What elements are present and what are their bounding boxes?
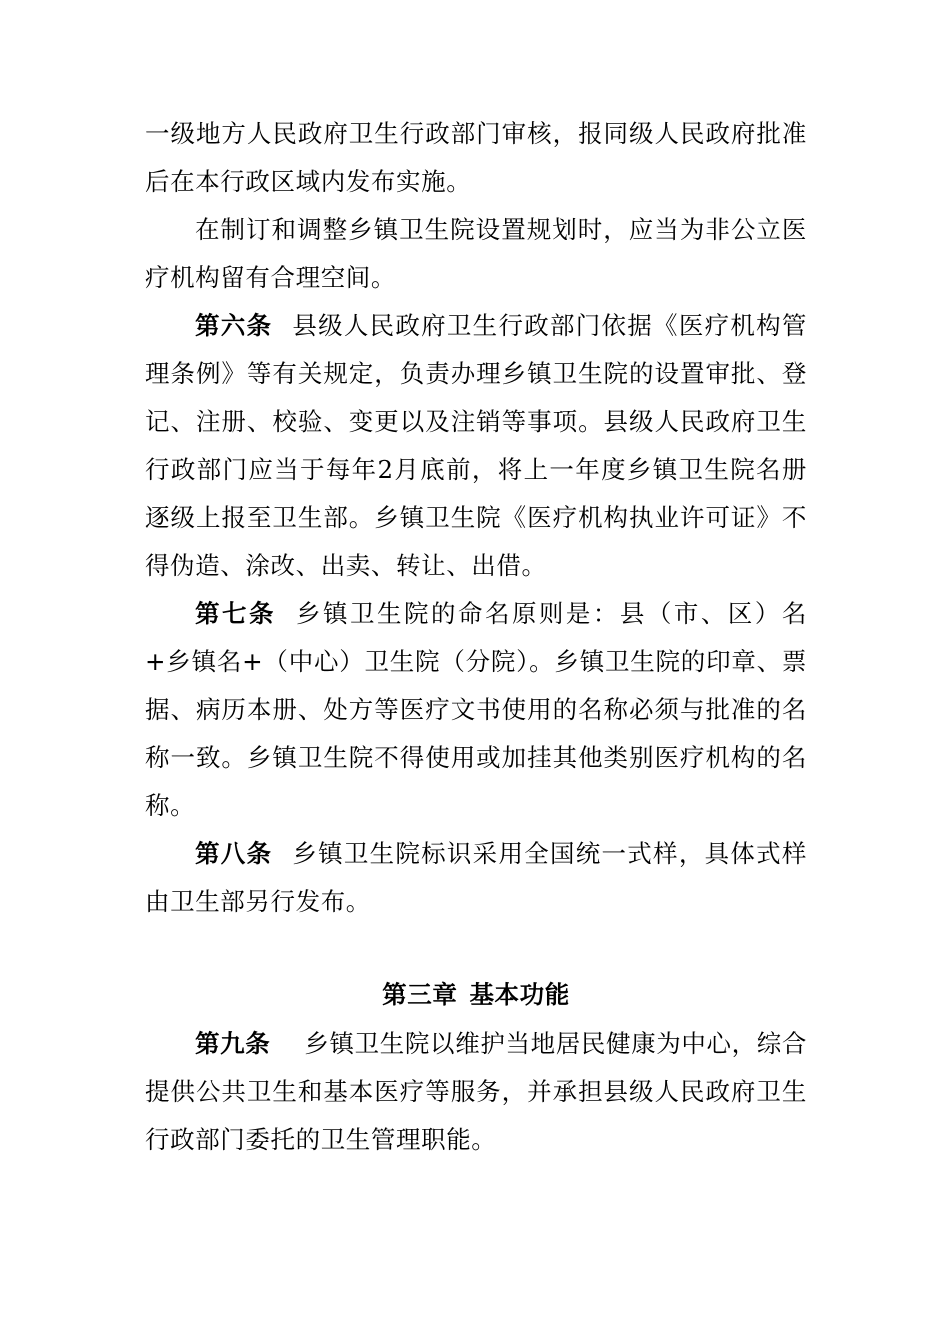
article-6-text-a: 县级人民政府卫生行政部门依据《医疗机构管理条例》等有关规定，负责办理乡镇卫生院的设置审批、登记、注册、校验、变更以及注销等事项。县级人民政府卫生行政部门应当于每年 [145, 311, 807, 484]
article-9 [145, 1020, 807, 1164]
paragraph-planning-space [145, 206, 807, 302]
paragraph-continuation [145, 110, 807, 206]
article-6 [145, 302, 807, 590]
article-9-label: 第九条 [195, 1029, 271, 1058]
article-7 [145, 590, 807, 830]
article-6-month-number: 2 [377, 455, 394, 484]
article-6-label: 第六条 [195, 311, 273, 340]
article-8 [145, 830, 807, 926]
article-6-text-b: 月底前，将上一年度乡镇卫生院名册逐级上报至卫生部。乡镇卫生院《医疗机构执业许可证》不得伪造、涂改、出卖、转让、出借。 [145, 455, 807, 580]
paragraph-continuation-text: 一级地方人民政府卫生行政部门审核，报同级人民政府批准后在本行政区域内发布实施。 [145, 119, 807, 196]
article-7-text: 乡镇卫生院的命名原则是：县（市、区）名+乡镇名+（中心）卫生院（分院）。乡镇卫生院的印章、票据、病历本册、处方等医疗文书使用的名称必须与批准的名称一致。乡镇卫生院不得使用或加挂其他类别医疗机构的名称。 [145, 599, 807, 820]
article-8-text: 乡镇卫生院标识采用全国统一式样，具体式样由卫生部另行发布。 [145, 839, 807, 916]
chapter-heading [145, 975, 807, 1015]
paragraph-planning-space-text: 在制订和调整乡镇卫生院设置规划时，应当为非公立医疗机构留有合理空间。 [145, 215, 807, 292]
article-9-text: 乡镇卫生院以维护当地居民健康为中心，综合提供公共卫生和基本医疗等服务，并承担县级人民政府卫生行政部门委托的卫生管理职能。 [145, 1029, 807, 1154]
article-7-label: 第七条 [195, 599, 276, 628]
article-8-label: 第八条 [195, 839, 273, 868]
chapter-number: 第三章 [382, 980, 458, 1009]
chapter-title: 基本功能 [469, 980, 570, 1009]
